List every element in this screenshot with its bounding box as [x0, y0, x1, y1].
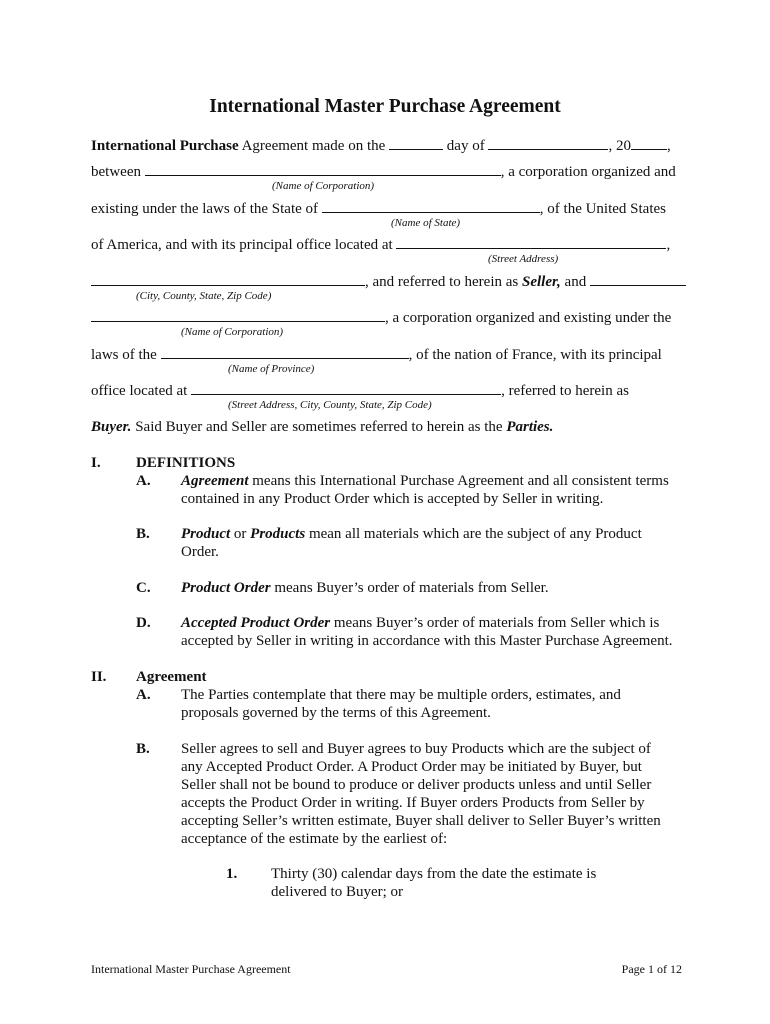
seller-street-blank[interactable]: [396, 235, 666, 249]
term-products: Products: [250, 526, 306, 542]
intro-text: , a corporation organized and: [500, 164, 676, 180]
buyer-term: Buyer.: [91, 419, 132, 435]
caption-name-of-province: (Name of Province): [228, 363, 315, 375]
intro-text: ,: [666, 237, 671, 253]
intro-line-8: [91, 381, 629, 400]
definition-accepted-product-order: [181, 614, 691, 650]
agreement-clause-a: The Parties contemplate that there may be multiple orders, estimates, and proposals governed by the terms of this Agreement.: [181, 687, 621, 721]
intro-line-9: [91, 418, 553, 436]
term-accepted-product-order: Accepted Product Order: [181, 615, 331, 631]
subitem-number-1: 1.: [226, 866, 238, 882]
caption-name-of-state: (Name of State): [391, 217, 461, 229]
parties-term: Parties.: [506, 419, 554, 435]
intro-text: ,: [666, 138, 671, 154]
intro-text: between: [91, 164, 145, 180]
definition-product-order: [181, 579, 691, 597]
intro-text: day of: [443, 138, 489, 154]
intro-text: existing under the laws of the State of: [91, 201, 322, 217]
caption-full-address: (Street Address, City, County, State, Zip Code): [228, 399, 432, 411]
intro-text: office located at: [91, 383, 192, 399]
caption-city-county-state-zip: (City, County, State, Zip Code): [136, 290, 272, 302]
date-month-blank[interactable]: [488, 136, 608, 150]
caption-name-of-corporation: (Name of Corporation): [272, 180, 375, 192]
section-heading-definitions: DEFINITIONS: [136, 455, 236, 471]
term-product: Product: [181, 526, 231, 542]
intro-text: , of the nation of France, with its principal: [408, 347, 662, 363]
intro-text: , a corporation organized and existing under the: [385, 310, 672, 326]
item-letter-c: C.: [136, 580, 151, 596]
definition-text: means Buyer’s order of materials from Seller.: [270, 580, 549, 596]
seller-term: Seller,: [522, 274, 561, 290]
definition-agreement: [181, 472, 691, 508]
section-number-1: I.: [91, 455, 101, 471]
footer-document-name: International Master Purchase Agreement: [91, 962, 291, 976]
intro-line-5: [91, 272, 686, 291]
intro-text: laws of the: [91, 347, 161, 363]
buyer-corporation-blank[interactable]: [91, 308, 385, 322]
caption-street-address: (Street Address): [488, 253, 559, 265]
definition-text: means this International Purchase Agreement and all consistent terms contained in any Product Order which is accepted by Seller in writing.: [181, 473, 669, 507]
intro-text: and: [560, 274, 590, 290]
seller-city-blank[interactable]: [91, 272, 365, 286]
intro-line-7: [91, 345, 662, 364]
intro-line-1: [91, 136, 671, 155]
intro-line-2: [91, 162, 676, 181]
intro-text: Agreement made on the: [238, 138, 390, 154]
intro-text: , 20: [608, 138, 631, 154]
buyer-province-blank[interactable]: [161, 345, 409, 359]
definition-text: or: [230, 526, 251, 542]
term-product-order: Product Order: [181, 580, 271, 596]
item-letter-a: A.: [136, 473, 151, 489]
intro-line-4: [91, 235, 670, 254]
item-letter-b: B.: [136, 526, 150, 542]
item-letter-b-2: B.: [136, 741, 150, 757]
definition-product: [181, 525, 671, 561]
seller-corporation-blank[interactable]: [145, 162, 501, 176]
definition-text: mean all materials which are the subject of any Product Order.: [181, 526, 642, 560]
term-agreement: Agreement: [181, 473, 249, 489]
buyer-corporation-blank-start[interactable]: [590, 272, 686, 286]
section-heading-agreement: Agreement: [136, 669, 207, 685]
definition-text: means Buyer’s order of materials from Seller which is accepted by Seller in writing in accordance with this Master Purchase Agreement.: [181, 615, 673, 649]
intro-line-3: [91, 199, 666, 218]
date-year-blank[interactable]: [631, 136, 667, 150]
intro-text: , referred to herein as: [501, 383, 629, 399]
intro-text: Said Buyer and Seller are sometimes referred to herein as the: [131, 419, 507, 435]
intro-lead: International Purchase: [91, 138, 239, 154]
agreement-clause-b: Seller agrees to sell and Buyer agrees to buy Products which are the subject of any Accepted Product Order. A Product Order may be initiated by Buyer, but Seller shall not be bound to produce or deliver products unless and until Seller accepts the Product Order in writing. If Buyer orders Products from Seller by accepting Seller’s written estimate, Buyer shall deliver to Seller Buyer’s written acceptance of the estimate by the earliest of:: [181, 741, 661, 847]
seller-state-blank[interactable]: [322, 199, 540, 213]
date-day-blank[interactable]: [389, 136, 443, 150]
item-letter-a-2: A.: [136, 687, 151, 703]
caption-name-of-corporation-2: (Name of Corporation): [181, 326, 284, 338]
document-title: International Master Purchase Agreement: [209, 96, 561, 117]
intro-line-6: [91, 308, 671, 327]
buyer-address-blank[interactable]: [191, 381, 501, 395]
intro-text: , of the United States: [539, 201, 667, 217]
section-number-2: II.: [91, 669, 107, 685]
intro-text: of America, and with its principal office located at: [91, 237, 397, 253]
item-letter-d: D.: [136, 615, 151, 631]
subitem-clause-1: Thirty (30) calendar days from the date the estimate is delivered to Buyer; or: [271, 866, 597, 900]
footer-page-number: Page 1 of 12: [621, 962, 682, 976]
intro-text: , and referred to herein as: [365, 274, 523, 290]
